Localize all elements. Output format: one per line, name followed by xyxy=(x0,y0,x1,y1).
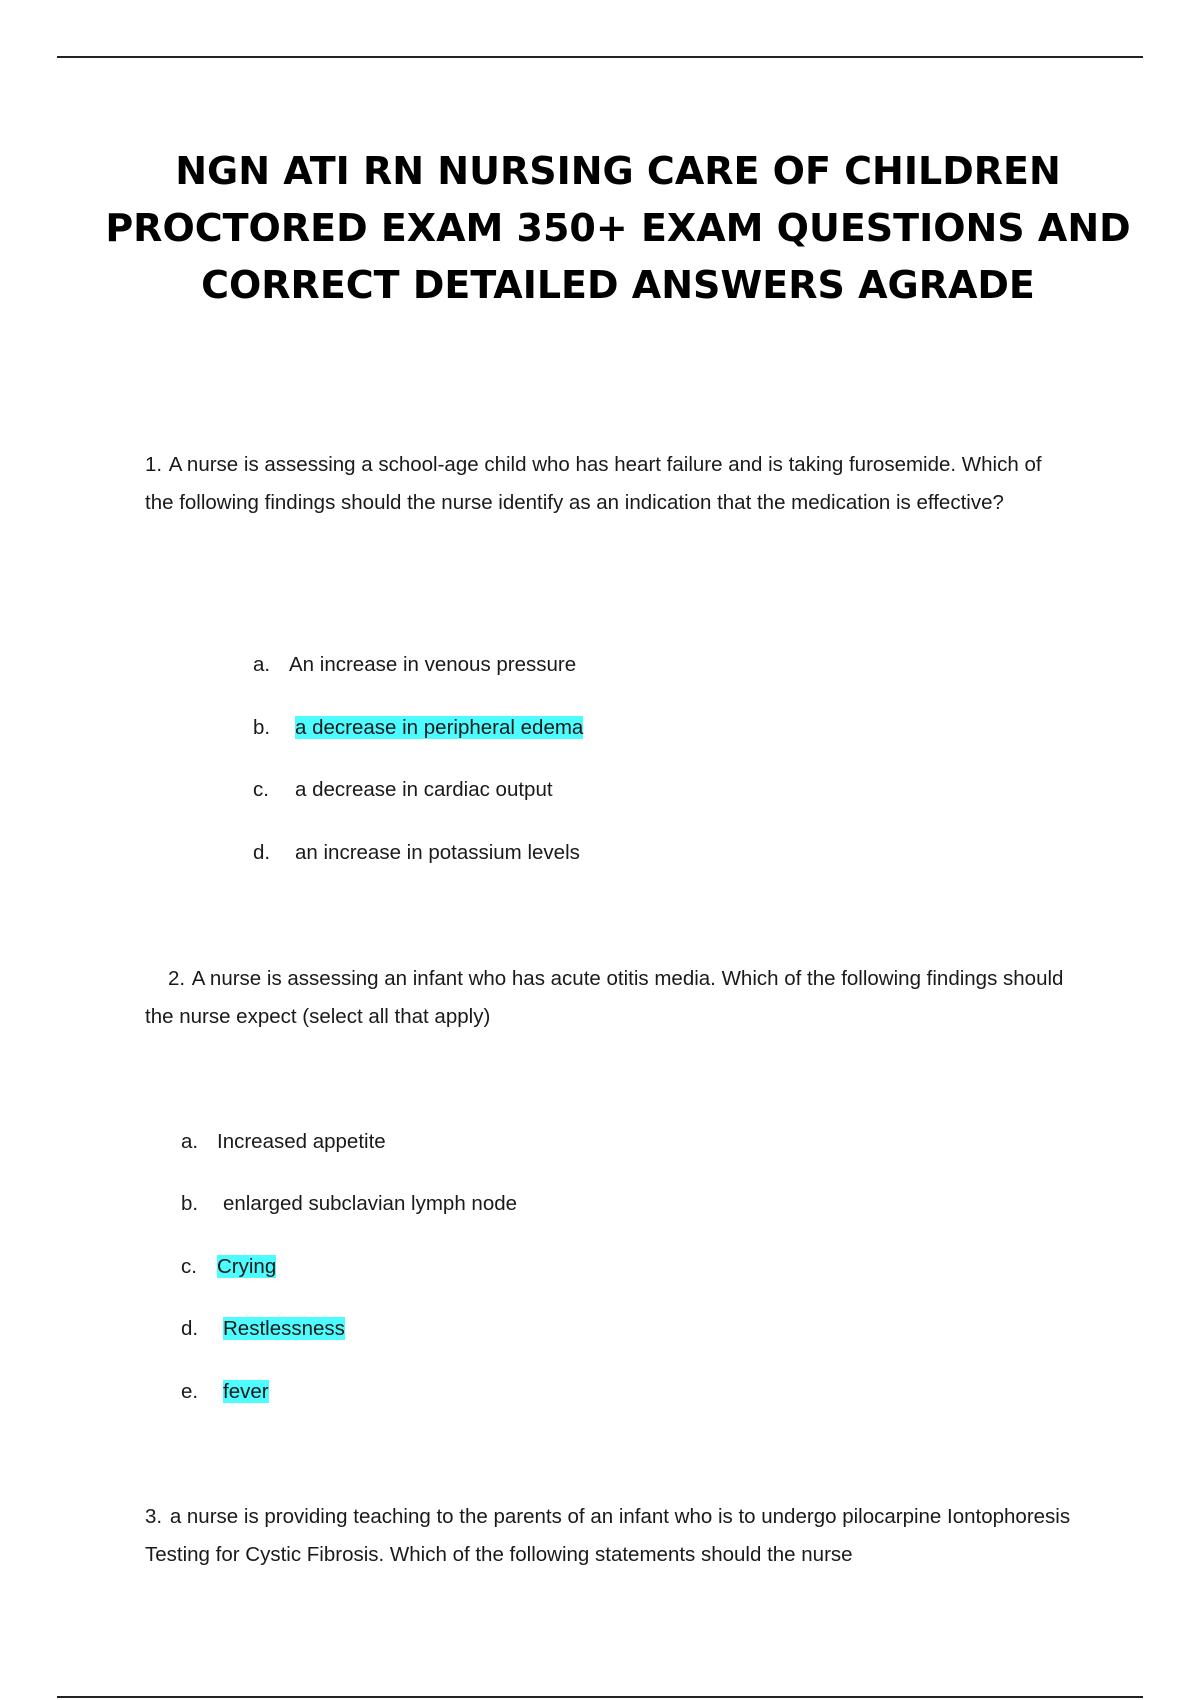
option-text-highlighted: Restlessness xyxy=(223,1317,345,1340)
question-2-option-c xyxy=(181,1252,276,1282)
option-letter: c. xyxy=(253,778,269,801)
question-1-option-b xyxy=(253,713,583,743)
question-number: 2. xyxy=(168,967,186,990)
option-letter: a. xyxy=(181,1130,199,1153)
document-title: NGN ATI RN NURSING CARE OF CHILDREN PROCTORED EXAM 350+ EXAM QUESTIONS AND CORRECT DETAILED ANSWERS AGRADE xyxy=(105,149,1131,307)
option-text: a decrease in cardiac output xyxy=(295,778,553,801)
option-letter: d. xyxy=(253,841,271,864)
question-1-option-a xyxy=(253,650,576,680)
question-2-option-d xyxy=(181,1314,345,1344)
option-letter: b. xyxy=(253,716,271,739)
option-text-highlighted: a decrease in peripheral edema xyxy=(295,716,584,739)
top-rule xyxy=(57,56,1143,58)
question-1-option-c xyxy=(253,775,553,805)
question-number: 3. xyxy=(145,1505,163,1528)
question-1-stem xyxy=(145,446,1075,522)
question-2-stem xyxy=(145,960,1075,1036)
option-letter: e. xyxy=(181,1380,199,1403)
question-text: a nurse is providing teaching to the parents of an infant who is to undergo pilocarpine Iontophoresis Testing for Cystic Fibrosis. Which of the following statements should the nurse xyxy=(145,1505,1071,1566)
bottom-rule xyxy=(57,1696,1143,1698)
option-text: an increase in potassium levels xyxy=(295,841,580,864)
question-2-option-b xyxy=(181,1189,517,1219)
question-1-option-d xyxy=(253,838,580,868)
option-text-highlighted: Crying xyxy=(217,1255,277,1278)
option-letter: d. xyxy=(181,1317,199,1340)
option-letter: c. xyxy=(181,1255,197,1278)
question-3-stem xyxy=(145,1498,1075,1574)
option-text: Increased appetite xyxy=(217,1130,386,1153)
question-number: 1. xyxy=(145,453,163,476)
question-text: A nurse is assessing a school-age child who has heart failure and is taking furosemide. Which of the following findings should the nurse identify as an indication that the medication is effective? xyxy=(145,453,1042,514)
question-2-option-e xyxy=(181,1377,269,1407)
option-text: An increase in venous pressure xyxy=(289,653,577,676)
option-letter: a. xyxy=(253,653,271,676)
option-letter: b. xyxy=(181,1192,199,1215)
option-text: enlarged subclavian lymph node xyxy=(223,1192,518,1215)
option-text-highlighted: fever xyxy=(223,1380,269,1403)
question-2-option-a xyxy=(181,1127,386,1157)
question-text: A nurse is assessing an infant who has acute otitis media. Which of the following findings should the nurse expect (select all that apply) xyxy=(145,967,1064,1028)
